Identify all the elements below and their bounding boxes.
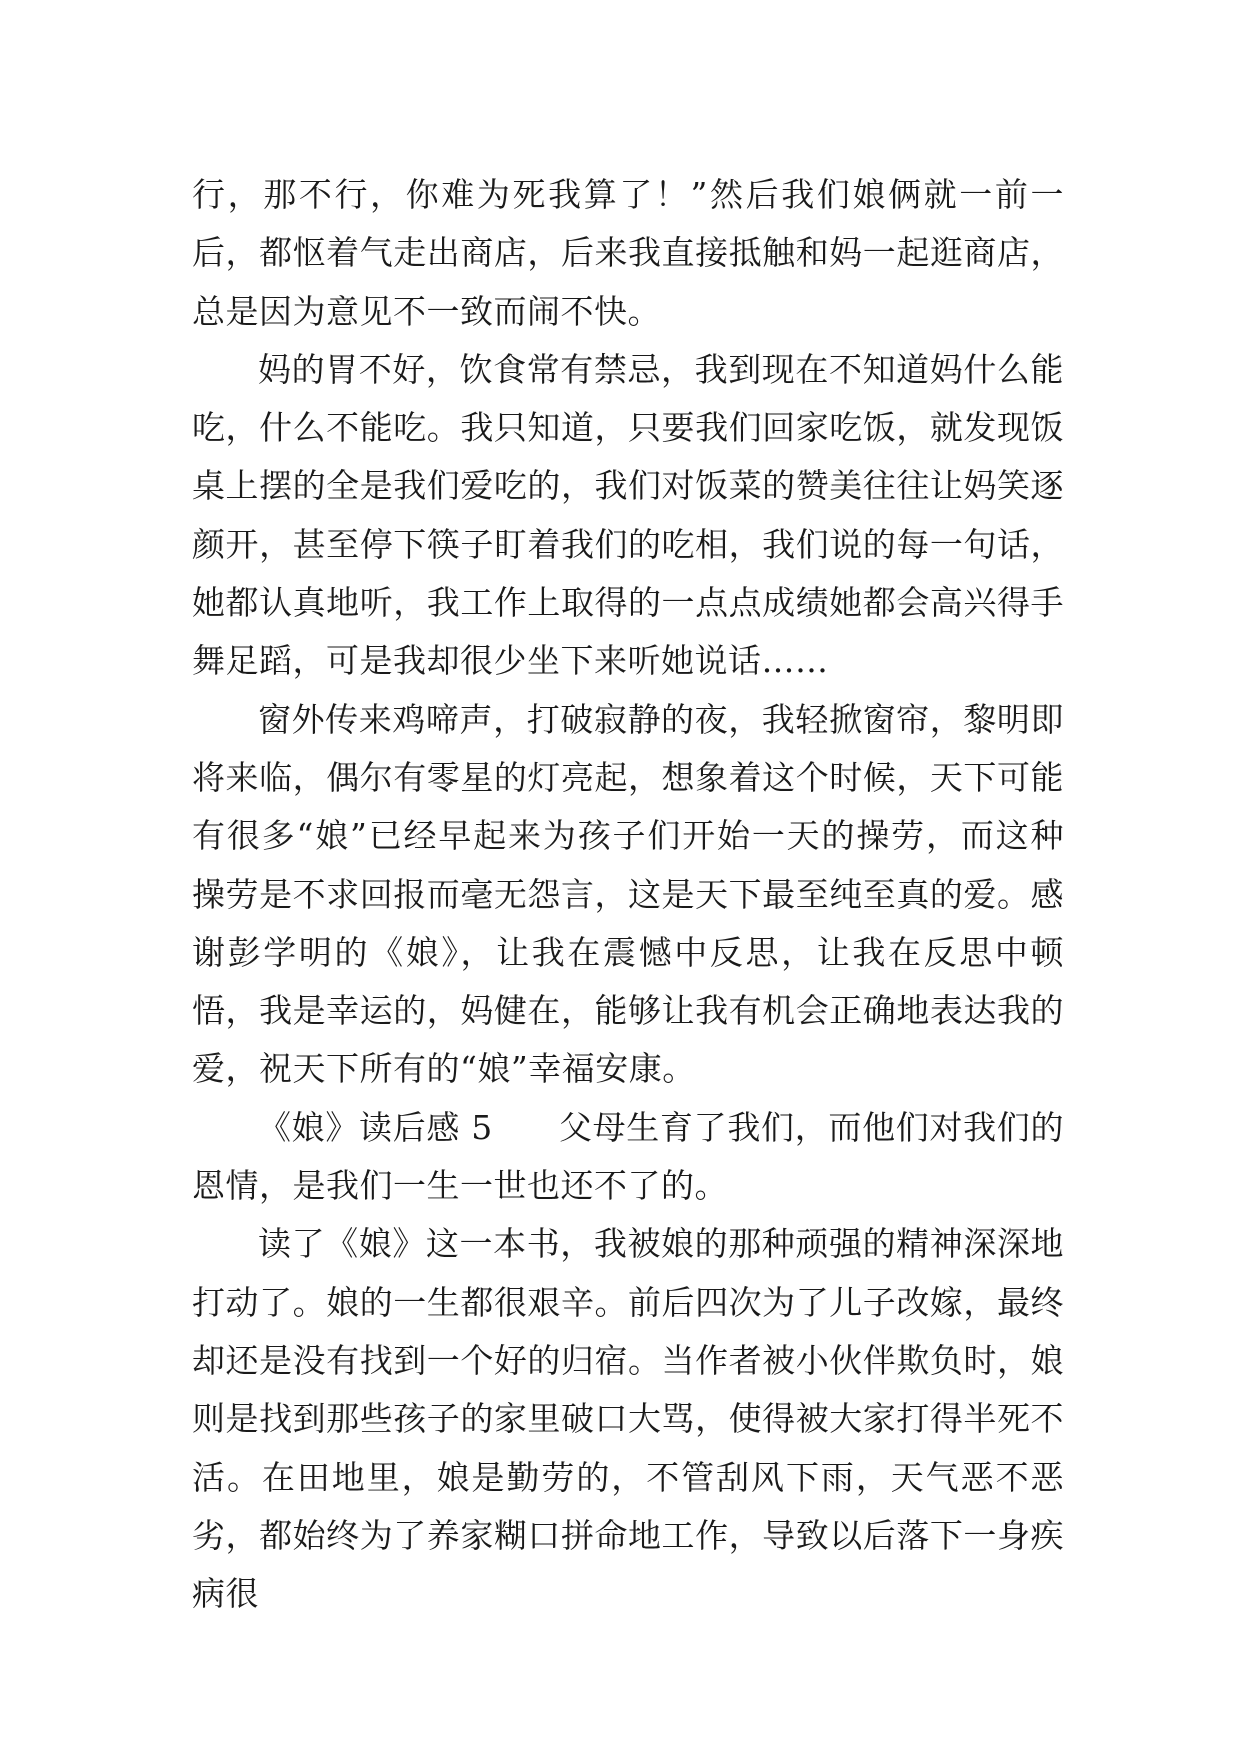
paragraph-dawn: 窗外传来鸡啼声，打破寂静的夜，我轻掀窗帘，黎明即将来临，偶尔有零星的灯亮起，想象着这个时候，天下可能有很多“娘”已经早起来为孩子们开始一天的操劳，而这种操劳是不求回报而毫无怨言，这是天下最至纯至真的爱。感谢彭学明的《娘》，让我在震憾中反思，让我在反思中顿悟，我是幸运的，妈健在，能够让我有机会正确地表达我的爱，祝天下所有的“娘”幸福安康。 [192, 699, 1064, 1089]
paragraph-reading: 读了《娘》这一本书，我被娘的那种顽强的精神深深地打动了。娘的一生都很艰辛。前后四次为了儿子改嫁，最终却还是没有找到一个好的归宿。当作者被小伙伴欺负时，娘则是找到那些孩子的家里破口大骂，使得被大家打得半死不活。在田地里，娘是勤劳的，不管刮风下雨，天气恶不恶劣，都始终为了养家糊口拼命地工作，导致以后落下一身疾病很 [192, 1224, 1064, 1614]
section-intro-text: 父母生育了我们，而他们对我们的恩情，是我们一生一世也还不了的。 [192, 1107, 1064, 1206]
document-body [192, 166, 1064, 1623]
paragraph-section-5 [192, 1099, 1064, 1216]
paragraph-stomach: 妈的胃不好，饮食常有禁忌，我到现在不知道妈什么能吃，什么不能吃。我只知道，只要我们回家吃饭，就发现饭桌上摆的全是我们爱吃的，我们对饭菜的赞美往往让妈笑逐颜开，甚至停下筷子盯着我们的吃相，我们说的每一句话，她都认真地听，我工作上取得的一点点成绩她都会高兴得手舞足蹈，可是我却很少坐下来听她说话…… [192, 349, 1064, 681]
section-heading: 《娘》读后感 5 [258, 1107, 493, 1147]
paragraph-continued: 行，那不行，你难为死我算了！”然后我们娘俩就一前一后，都怄着气走出商店，后来我直接抵触和妈一起逛商店，总是因为意见不一致而闹不快。 [192, 175, 1064, 331]
